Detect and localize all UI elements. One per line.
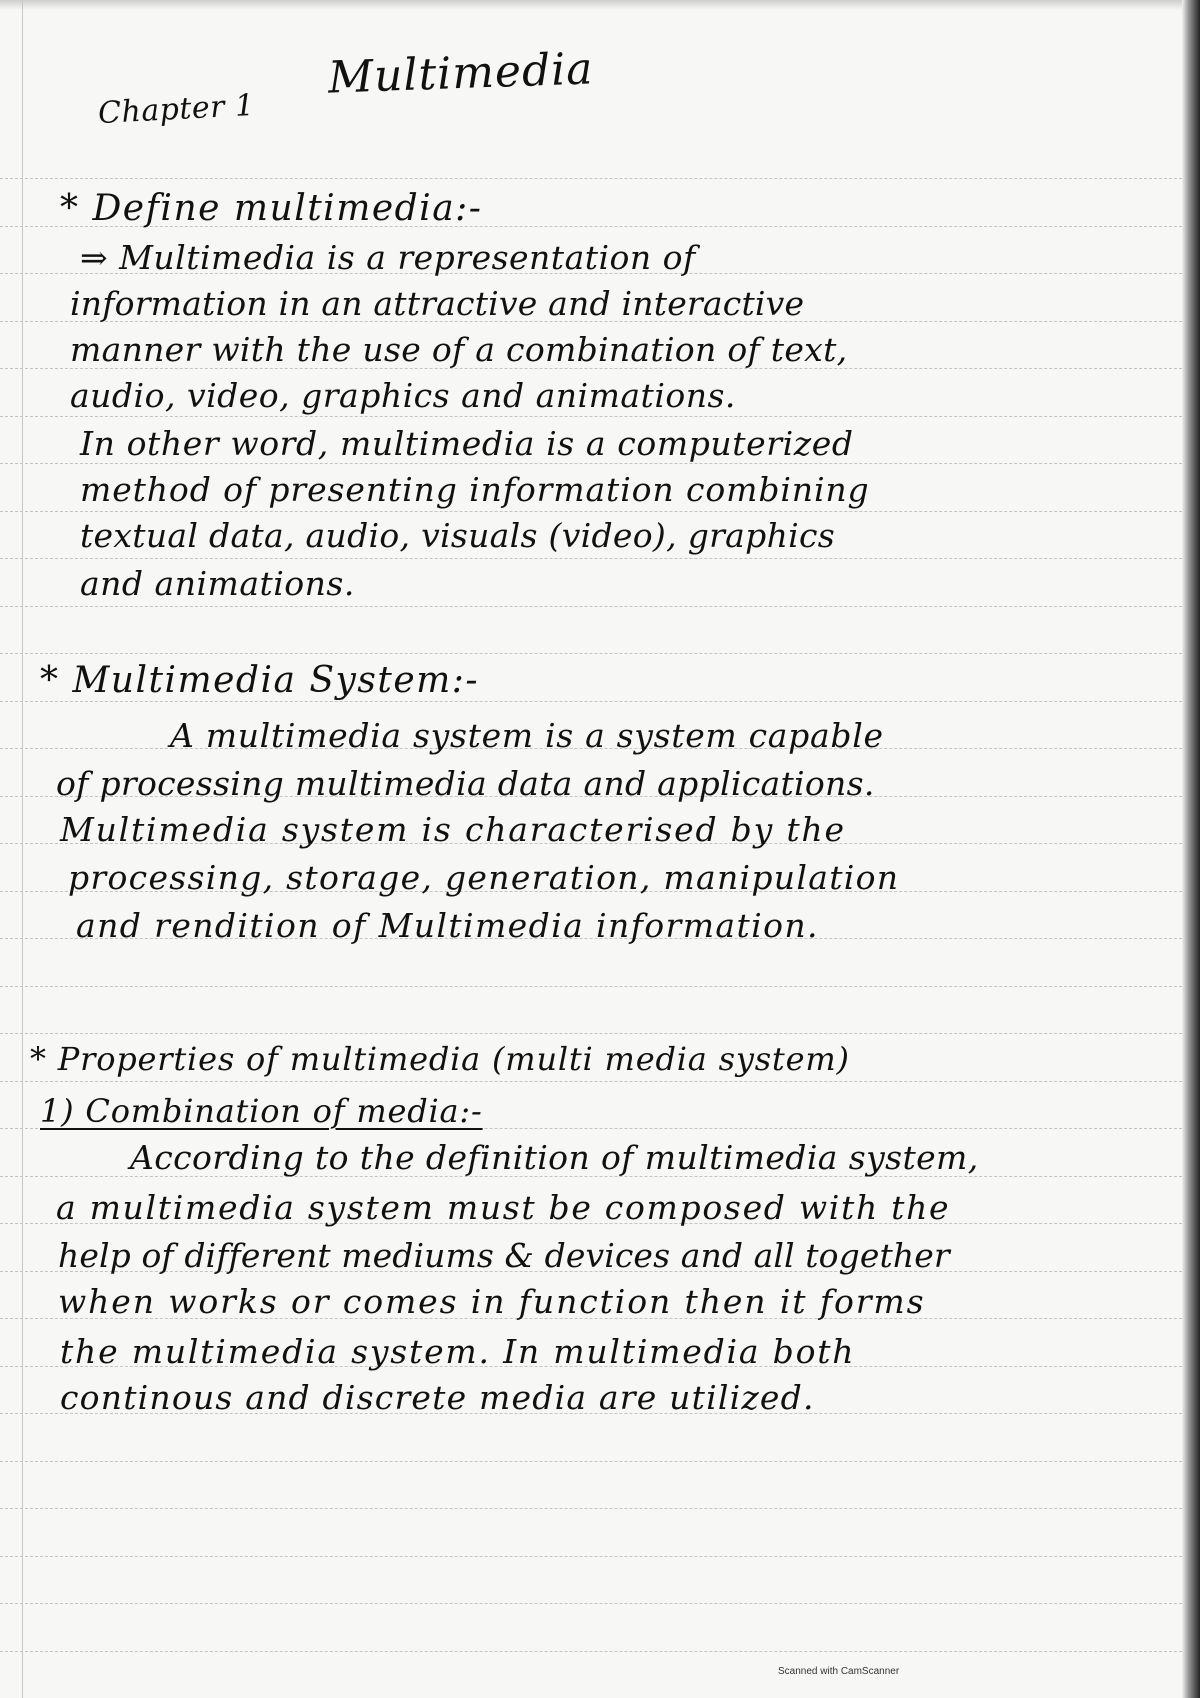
section-line: textual data, audio, visuals (video), graphics — [80, 516, 836, 555]
ruled-line — [0, 1508, 1182, 1509]
section-line: a multimedia system must be composed with the — [56, 1188, 951, 1227]
ruled-line — [0, 416, 1182, 417]
section-line: when works or comes in function then it forms — [58, 1282, 926, 1321]
section-line: and animations. — [80, 564, 355, 603]
section-line: processing, storage, generation, manipulation — [68, 858, 900, 897]
section-line: In other word, multimedia is a computerized — [80, 424, 854, 463]
section-line: A multimedia system is a system capable — [170, 716, 884, 755]
section-heading-define-multimedia: * Define multimedia:- — [60, 188, 483, 229]
ruled-line — [0, 1651, 1182, 1652]
section-line: continous and discrete media are utilized. — [60, 1378, 815, 1417]
ruled-line — [0, 653, 1182, 654]
section-line: Multimedia system is characterised by the — [60, 810, 846, 849]
section-line: information in an attractive and interactive — [70, 284, 805, 323]
ruled-line — [0, 463, 1182, 464]
scanner-watermark: Scanned with CamScanner — [778, 1666, 900, 1677]
section-heading-multimedia-system: * Multimedia System:- — [40, 660, 480, 701]
subheading-combination-of-media: 1) Combination of media:- — [40, 1092, 483, 1130]
ruled-line — [0, 1461, 1182, 1462]
ruled-line — [0, 1603, 1182, 1604]
ruled-line — [0, 178, 1182, 179]
section-line: help of different mediums & devices and all together — [58, 1236, 950, 1275]
page-title: Multimedia — [327, 43, 595, 104]
section-line: method of presenting information combining — [80, 470, 870, 509]
section-line: manner with the use of a combination of text, — [70, 330, 848, 369]
section-line: According to the definition of multimedia system, — [130, 1138, 979, 1177]
ruled-line — [0, 1081, 1182, 1082]
section-heading-properties: * Properties of multimedia (multi media system) — [30, 1040, 850, 1078]
section-line: ⇒ Multimedia is a representation of — [80, 238, 696, 277]
scan-edge-shadow — [1182, 0, 1200, 1698]
ruled-line — [0, 1033, 1182, 1034]
ruled-line — [0, 558, 1182, 559]
ruled-line — [0, 1556, 1182, 1557]
margin-line — [22, 0, 23, 1698]
section-line: the multimedia system. In multimedia both — [60, 1332, 856, 1371]
section-line: audio, video, graphics and animations. — [70, 376, 736, 415]
ruled-line — [0, 511, 1182, 512]
section-line: of processing multimedia data and applications. — [56, 764, 875, 803]
chapter-label: Chapter 1 — [97, 87, 256, 132]
ruled-line — [0, 701, 1182, 702]
section-line: and rendition of Multimedia information. — [76, 906, 819, 945]
ruled-line — [0, 986, 1182, 987]
ruled-line — [0, 606, 1182, 607]
